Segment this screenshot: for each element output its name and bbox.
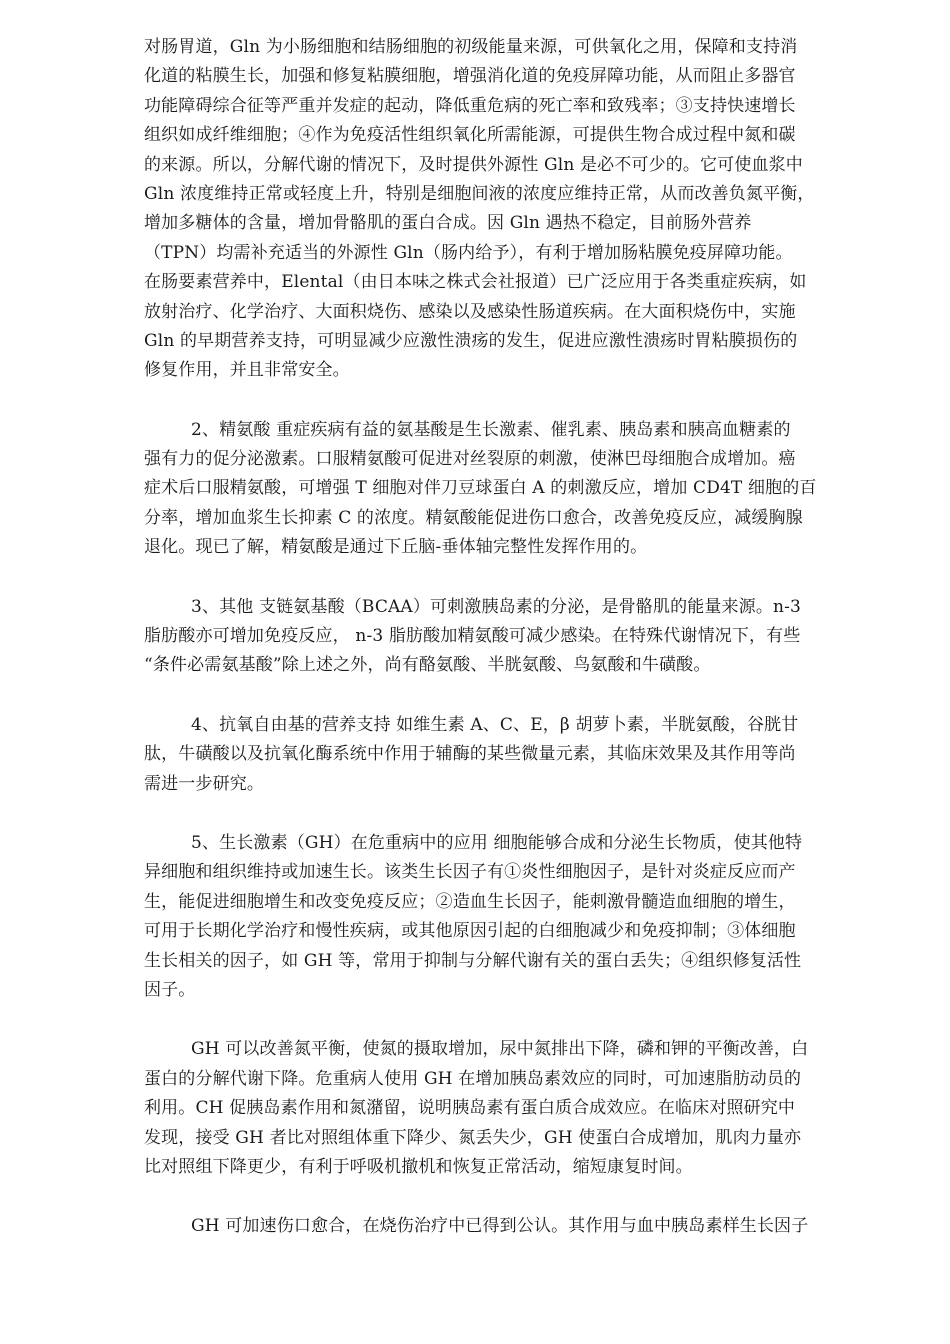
- text-line: 利用。CH 促胰岛素作用和氮潴留，说明胰岛素有蛋白质合成效应。在临床对照研究中: [144, 1098, 796, 1119]
- paragraph-gln: [144, 33, 878, 386]
- text-line: Gln 的早期营养支持，可明显减少应激性溃疡的发生，促进应激性溃疡时胃粘膜损伤的: [144, 330, 798, 351]
- paragraph-arginine: [144, 416, 878, 563]
- text-line: 生，能促进细胞增生和改变免疫反应；②造血生长因子，能刺激骨髓造血细胞的增生，: [144, 891, 796, 912]
- text-line: 3、其他 支链氨基酸（BCAA）可刺激胰岛素的分泌，是骨骼肌的能量来源。n-3: [191, 596, 801, 617]
- paragraph-gh-nitrogen: [144, 1035, 878, 1182]
- text-line: 强有力的促分泌激素。口服精氨酸可促进对丝裂原的刺激，使淋巴母细胞合成增加。癌: [144, 449, 796, 470]
- text-line: 分率，增加血浆生长抑素 C 的浓度。精氨酸能促进伤口愈合，改善免疫反应，减缓胸腺: [144, 507, 803, 528]
- text-line: 发现，接受 GH 者比对照组体重下降少、氮丢失少，GH 使蛋白合成增加，肌肉力量亦: [144, 1127, 802, 1148]
- text-line: 蛋白的分解代谢下降。危重病人使用 GH 在增加胰岛素效应的同时，可加速脂肪动员的: [144, 1068, 802, 1089]
- text-line: 可用于长期化学治疗和慢性疾病，或其他原因引起的白细胞减少和免疫抑制；③体细胞: [144, 921, 796, 942]
- text-line: 肽，牛磺酸以及抗氧化酶系统中作用于辅酶的某些微量元素，其临床效果及其作用等尚: [144, 744, 796, 765]
- text-line: 退化。现已了解，精氨酸是通过下丘脑-垂体轴完整性发挥作用的。: [144, 537, 648, 558]
- text-line: 放射治疗、化学治疗、大面积烧伤、感染以及感染性肠道疾病。在大面积烧伤中，实施: [144, 301, 796, 322]
- text-line: 比对照组下降更少，有利于呼吸机撤机和恢复正常活动，缩短康复时间。: [144, 1156, 693, 1177]
- text-line: 4、抗氧自由基的营养支持 如维生素 A、C、E，β 胡萝卜素，半胱氨酸，谷胱甘: [191, 714, 799, 735]
- text-line: Gln 浓度维持正常或轻度上升，特别是细胞间液的浓度应维持正常，从而改善负氮平衡，: [144, 183, 815, 204]
- text-line: 症术后口服精氨酸，可增强 T 细胞对伴刀豆球蛋白 A 的刺激反应，增加 CD4T 细胞的百: [144, 478, 817, 499]
- text-line: 对肠胃道，Gln 为小肠细胞和结肠细胞的初级能量来源，可供氧化之用，保障和支持消: [144, 37, 798, 57]
- text-line: 功能障碍综合征等严重并发症的起动，降低重危病的死亡率和致残率；③支持快速增长: [144, 95, 796, 116]
- text-line: 5、生长激素（GH）在危重病中的应用 细胞能够合成和分泌生长物质，使其他特: [191, 832, 803, 853]
- document-page: [144, 33, 878, 1272]
- text-line: 组织如成纤维细胞；④作为免疫活性组织氧化所需能源，可提供生物合成过程中氮和碳: [144, 125, 796, 146]
- text-line: 修复作用，并且非常安全。: [144, 360, 350, 381]
- text-line: 需进一步研究。: [144, 773, 265, 794]
- text-line: 化道的粘膜生长，加强和修复粘膜细胞，增强消化道的免疫屏障功能，从而阻止多器官: [144, 66, 796, 87]
- text-line: （TPN）均需补充适当的外源性 Gln（肠内给予），有利于增加肠粘膜免疫屏障功能。: [144, 242, 793, 263]
- text-line: 生长相关的因子，如 GH 等，常用于抑制与分解代谢有关的蛋白丢失；④组织修复活性: [144, 950, 802, 971]
- text-line: 2、精氨酸 重症疾病有益的氨基酸是生长激素、催乳素、胰岛素和胰高血糖素的: [191, 419, 791, 440]
- text-line: 异细胞和组织维持或加速生长。该类生长因子有①炎性细胞因子，是针对炎症反应而产: [144, 862, 796, 883]
- text-line: GH 可以改善氮平衡，使氮的摄取增加，尿中氮排出下降，磷和钾的平衡改善，白: [191, 1039, 809, 1060]
- paragraph-other: [144, 593, 878, 681]
- text-line: GH 可加速伤口愈合，在烧伤治疗中已得到公认。其作用与血中胰岛素样生长因子: [191, 1216, 809, 1237]
- text-line: 脂肪酸亦可增加免疫反应， n-3 脂肪酸加精氨酸可减少感染。在特殊代谢情况下，有些: [144, 626, 801, 647]
- text-line: 在肠要素营养中，Elental（由日本味之株式会社报道）已广泛应用于各类重症疾病，如: [144, 272, 807, 293]
- text-line: “条件必需氨基酸”除上述之外，尚有酪氨酸、半胱氨酸、鸟氨酸和牛磺酸。: [144, 655, 711, 676]
- paragraph-growth-hormone: [144, 829, 878, 1005]
- text-line: 增加多糖体的含量，增加骨骼肌的蛋白合成。因 Gln 遇热不稳定，目前肠外营养: [144, 213, 752, 234]
- paragraph-gh-wound-healing: [144, 1212, 878, 1241]
- text-line: 的来源。所以，分解代谢的情况下，及时提供外源性 Gln 是必不可少的。它可使血浆中: [144, 154, 803, 175]
- paragraph-antioxidant: [144, 711, 878, 799]
- text-line: 因子。: [144, 979, 196, 1000]
